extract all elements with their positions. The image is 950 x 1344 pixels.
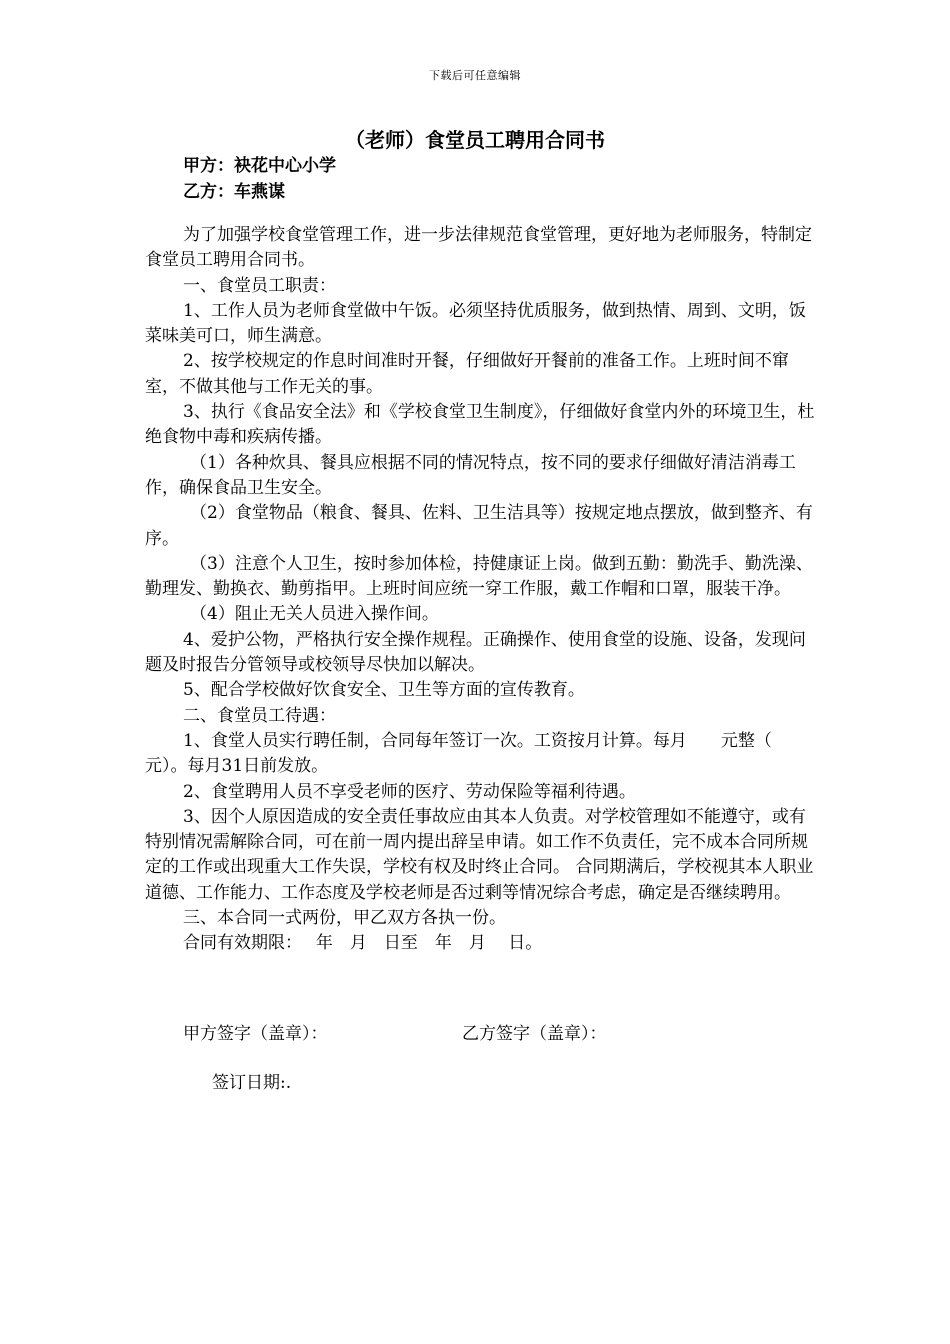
party-b-line: 乙方：车燕谋 — [183, 182, 285, 202]
contract-paragraph: （4）阻止无关人员进入操作间。 — [190, 604, 439, 625]
sign-date: 签订日期:. — [212, 1073, 292, 1093]
contract-paragraph: 1、食堂人员实行聘任制，合同每年签订一次。工资按月计算。每月 元整（ 元）。每月31日前发放。 — [145, 730, 806, 777]
contract-paragraph: 1、工作人员为老师食堂做中午饭。必须坚持优质服务，做到热情、周到、文明，饭菜味美可口，师生满意。 — [145, 300, 806, 347]
page-header: 下载后可任意编辑 — [429, 69, 521, 82]
contract-paragraph: 2、食堂聘用人员不享受老师的医疗、劳动保险等福利待遇。 — [183, 781, 636, 802]
contract-paragraph: 为了加强学校食堂管理工作，进一步法律规范食堂管理，更好地为老师服务，特制定食堂员工聘用合同书。 — [145, 225, 812, 271]
contract-paragraph: 4、爱护公物，严格执行安全操作规程。正确操作、使用食堂的设施、设备，发现问题及时报告分管领导或校领导尽快加以解决。 — [145, 629, 806, 676]
contract-paragraph: 合同有效期限： 年 月 日至 年 月 日。 — [183, 933, 543, 954]
contract-body — [145, 223, 815, 957]
party-a-signature: 甲方签字（盖章）： — [183, 1024, 328, 1044]
contract-paragraph: 2、按学校规定的作息时间准时开餐，仔细做好开餐前的准备工作。上班时间不窜室，不做其他与工作无关的事。 — [145, 351, 789, 397]
contract-paragraph: 3、因个人原因造成的安全责任事故应由其本人负责。对学校管理如不能遵守，或有特别情况需解除合同，可在前一周内提出辞呈申请。如工作不负责任，完不成本合同所规定的工作或出现重大工作失误，学校有权及时终止合同。 合同期满后，学校视其本人职业道德、工作能力、工作态度及学校老师是否过剩等情况综合考虑，确定是否继续聘用。 — [145, 806, 814, 903]
contract-paragraph: （2）食堂物品（粮食、餐具、佐料、卫生洁具等）按规定地点摆放，做到整齐、有序。 — [145, 503, 813, 549]
contract-paragraph: （1）各种炊具、餐具应根据不同的情况特点，按不同的要求仔细做好清洁消毒工作，确保食品卫生安全。 — [145, 452, 796, 498]
party-a-line: 甲方：袂花中心小学 — [183, 156, 336, 176]
contract-paragraph: 三、本合同一式两份，甲乙双方各执一份。 — [183, 908, 506, 929]
contract-paragraph: 3、执行《食品安全法》和《学校食堂卫生制度》，仔细做好食堂内外的环境卫生，杜绝食物中毒和疾病传播。 — [145, 402, 815, 448]
contract-paragraph: 一、食堂员工职责： — [183, 275, 336, 296]
contract-paragraph: 二、食堂员工待遇： — [183, 705, 336, 726]
party-b-signature: 乙方签字（盖章）： — [462, 1024, 607, 1044]
document-title: （老师）食堂员工聘用合同书 — [345, 128, 605, 152]
contract-paragraph: （3）注意个人卫生，按时参加体检，持健康证上岗。做到五勤：勤洗手、勤洗澡、勤理发、勤换衣、勤剪指甲。上班时间应统一穿工作服，戴工作帽和口罩，服装干净。 — [145, 553, 813, 600]
contract-paragraph: 5、配合学校做好饮食安全、卫生等方面的宣传教育。 — [183, 680, 585, 701]
